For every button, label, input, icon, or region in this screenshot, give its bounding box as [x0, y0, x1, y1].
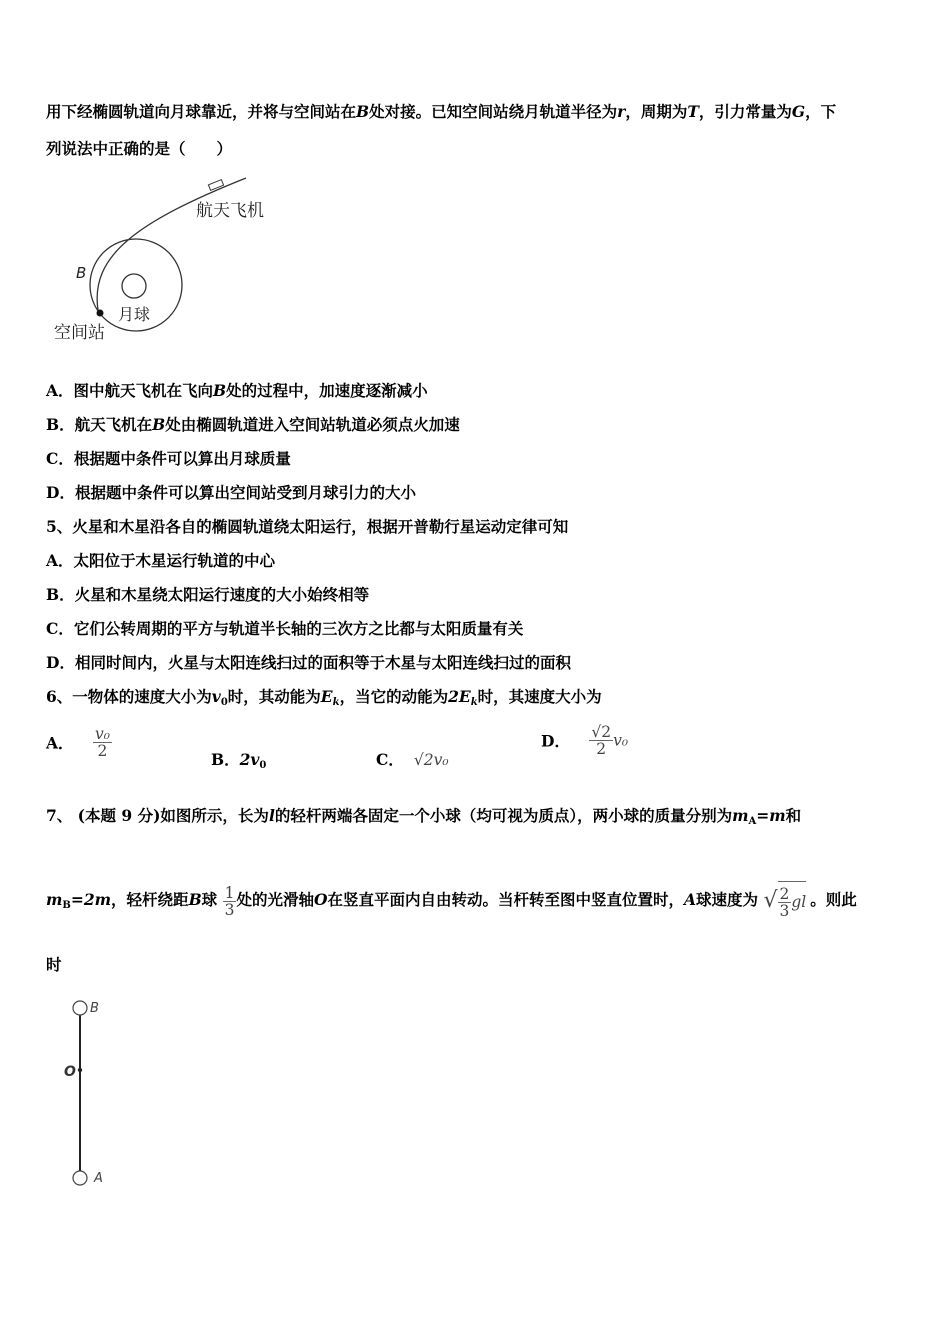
- point-b-label: B: [76, 264, 87, 282]
- q4-option-c: C．根据题中条件可以算出月球质量: [46, 449, 291, 468]
- label-o: O: [64, 1064, 76, 1080]
- shuttle-trajectory: [97, 178, 246, 310]
- station-label: 空间站: [54, 323, 105, 343]
- q5-option-b: B．火星和木星绕太阳运行速度的大小始终相等: [46, 585, 370, 604]
- q4-option-b: B．航天飞机在B处由椭圆轨道进入空间站轨道必须点火加速: [46, 415, 460, 434]
- q6-option-a: A． $\frac{\text{v₀}}{2}$: [46, 725, 110, 760]
- q5-stem: 5、火星和木星沿各自的椭圆轨道绕太阳运行，根据开普勒行星运动定律可知: [46, 517, 569, 536]
- q7-fraction: $\frac{1}{3}$: [224, 883, 235, 919]
- q4-stem-line2: 列说法中正确的是（ ）: [46, 139, 233, 158]
- ball-a: [73, 1171, 87, 1185]
- q4-option-a: A．图中航天飞机在飞向B处的过程中，加速度逐渐减小: [46, 381, 428, 400]
- label-b: B: [90, 1001, 99, 1016]
- station-dot: [97, 310, 104, 317]
- shuttle-label: 航天飞机: [196, 201, 264, 221]
- rod-figure: [58, 995, 128, 1195]
- q4-stem-line1: 用下经椭圆轨道向月球靠近，并将与空间站在B处对接。已知空间站绕月轨道半径为r，周期为T，引力常量为G，下: [46, 102, 837, 121]
- q6-stem: 6、一物体的速度大小为$v_0$时，其动能为$E_k$，当它的动能为$2E_k$时，其速度大小为: [46, 687, 602, 708]
- moon-label: 月球: [118, 305, 151, 324]
- q5-option-c: C．它们公转周期的平方与轨道半长轴的三次方之比都与太阳质量有关: [46, 619, 524, 638]
- q6-option-b: B．$2v_0$: [211, 750, 267, 771]
- q6-option-d: D． $\frac{√2}{2}$ v₀: [541, 723, 629, 758]
- q6-option-c: C． √2v₀: [376, 750, 449, 769]
- ball-b: [73, 1001, 87, 1015]
- pivot-o: [78, 1068, 82, 1072]
- q5-option-a: A．太阳位于木星运行轨道的中心: [46, 551, 276, 570]
- q5-option-d: D．相同时间内，火星与太阳连线扫过的面积等于木星与太阳连线扫过的面积: [46, 653, 571, 672]
- q7-stem-line3: 时: [46, 955, 62, 974]
- q7-sqrt: √: [763, 888, 778, 913]
- q4-option-d: D．根据题中条件可以算出空间站受到月球引力的大小: [46, 483, 416, 502]
- label-a: A: [94, 1171, 103, 1186]
- moon-circle: [122, 274, 146, 298]
- q7-stem-line2: $m_B=2m$，轻杆绕距B球 $\frac{1}{3}$ 处的光滑轴O在竖直平面内自由转动。当杆转至图中竖直位置时，A球速度为 √ $\frac{2}{3}$ gl 。则此: [46, 880, 857, 926]
- orbit-figure: [46, 168, 286, 348]
- q7-stem-line1: 7、 (本题 9 分)如图所示，长为l的轻杆两端各固定一个小球（均可视为质点），两小球的质量分别为$m_A=m$和: [46, 806, 802, 827]
